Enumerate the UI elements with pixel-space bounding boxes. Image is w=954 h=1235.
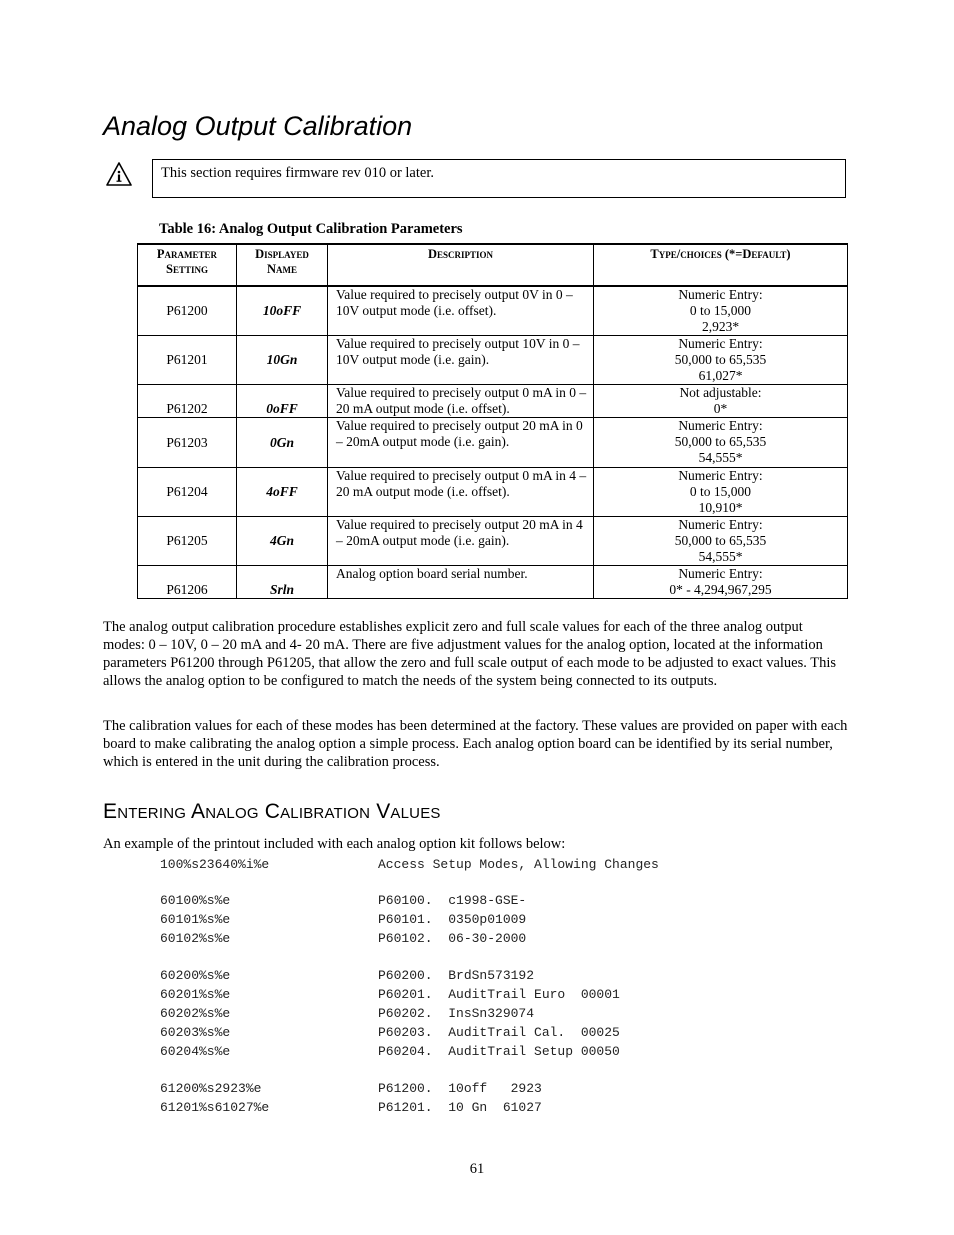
display-name-cell: 4oFF [237, 468, 328, 517]
param-cell: P61200 [138, 286, 237, 336]
printout-command: 61200%s2923%e [160, 1081, 262, 1096]
printout-command: 100%s23640%i%e [160, 857, 270, 872]
type-line: 0 to 15,000 [689, 484, 752, 499]
header-displayed-name [237, 244, 328, 286]
type-line: Numeric Entry: [678, 336, 763, 351]
printout-command: 60101%s%e [160, 912, 231, 927]
type-line: 50,000 to 65,535 [674, 352, 767, 367]
notice-text: This section requires firmware rev 010 or later. [161, 165, 434, 181]
param-value: P61206 [166, 582, 208, 597]
type-line: Numeric Entry: [678, 418, 763, 433]
param-cell: P61204 [138, 468, 237, 517]
type-line: Numeric Entry: [678, 566, 763, 581]
header-type-choices: Type/choices (*=Default) [594, 244, 848, 286]
printout-result: P60204. AuditTrail Setup 00050 [378, 1044, 620, 1059]
printout-command: 61201%s61027%e [160, 1100, 270, 1115]
param-cell: P61205 [138, 517, 237, 566]
type-line: 0 to 15,000 [689, 303, 752, 318]
printout-result: P60203. AuditTrail Cal. 00025 [378, 1025, 620, 1040]
type-cell [594, 566, 848, 599]
printout-result: P60101. 0350p01009 [378, 912, 527, 927]
header-description: Description [328, 244, 594, 286]
table-row [138, 385, 848, 418]
notice-box [152, 159, 846, 198]
display-name-cell [237, 385, 328, 418]
header-param-line2: Setting [166, 262, 208, 276]
table-row [138, 336, 848, 385]
table-row [138, 517, 848, 566]
type-line: 61,027* [698, 368, 743, 383]
type-line: Numeric Entry: [678, 468, 763, 483]
type-line: 0* [713, 401, 728, 416]
description-cell: Value required to precisely output 0V in 0 – 10V output mode (i.e. offset). [328, 286, 594, 336]
description-cell: Value required to precisely output 10V in 0 – 10V output mode (i.e. gain). [328, 336, 594, 385]
printout-command: 60200%s%e [160, 968, 231, 983]
type-line: Numeric Entry: [678, 517, 763, 532]
type-cell [594, 468, 848, 517]
type-line: 0* - 4,294,967,295 [669, 582, 772, 597]
printout-intro: An example of the printout included with each analog option kit follows below: [103, 836, 566, 852]
type-line: 2,923* [701, 319, 740, 334]
header-param-line1: Parameter [156, 247, 218, 261]
type-cell [594, 286, 848, 336]
warning-info-icon [106, 161, 132, 187]
printout-result: P61200. 10off 2923 [378, 1081, 542, 1096]
printout-result: P60200. BrdSn573192 [378, 968, 535, 983]
display-name-cell [237, 566, 328, 599]
param-cell [138, 385, 237, 418]
header-name-line1: Displayed [255, 247, 309, 261]
type-line: 50,000 to 65,535 [674, 434, 767, 449]
section-heading: Entering Analog Calibration Values [103, 800, 441, 823]
description-cell: Value required to precisely output 20 mA in 4 – 20mA output mode (i.e. gain). [328, 517, 594, 566]
printout-command: 60202%s%e [160, 1006, 231, 1021]
printout-result: P60202. InsSn329074 [378, 1006, 535, 1021]
printout-command: 60201%s%e [160, 987, 231, 1002]
display-name-value: 0oFF [266, 401, 298, 416]
printout-command: 60204%s%e [160, 1044, 231, 1059]
type-line: 10,910* [698, 500, 743, 515]
param-cell: P61203 [138, 418, 237, 468]
table-row [138, 286, 848, 336]
description-cell: Value required to precisely output 0 mA in 0 – 20 mA output mode (i.e. offset). [328, 385, 594, 418]
display-name-cell: 10oFF [237, 286, 328, 336]
page-number: 61 [469, 1161, 485, 1177]
description-cell: Value required to precisely output 20 mA in 0 – 20mA output mode (i.e. gain). [328, 418, 594, 468]
printout-command: 60203%s%e [160, 1025, 231, 1040]
table-row [138, 418, 848, 468]
printout-command: 60100%s%e [160, 893, 231, 908]
type-line: Numeric Entry: [678, 287, 763, 302]
calibration-parameters-table [137, 243, 848, 599]
type-line: Not adjustable: [679, 385, 762, 400]
type-line: 54,555* [698, 549, 743, 564]
type-cell [594, 385, 848, 418]
printout-result: P61201. 10 Gn 61027 [378, 1100, 542, 1115]
display-name-cell: 10Gn [237, 336, 328, 385]
table-row [138, 468, 848, 517]
printout-result: P60100. c1998-GSE- [378, 893, 527, 908]
printout-command: 60102%s%e [160, 931, 231, 946]
display-name-cell: 4Gn [237, 517, 328, 566]
type-line: 54,555* [698, 450, 743, 465]
display-name-value: Srln [269, 582, 295, 597]
printout-result: Access Setup Modes, Allowing Changes [378, 857, 659, 872]
description-cell: Value required to precisely output 0 mA in 4 – 20 mA output mode (i.e. offset). [328, 468, 594, 517]
header-name-line2: Name [266, 262, 298, 276]
type-line: 50,000 to 65,535 [674, 533, 767, 548]
table-caption: Table 16: Analog Output Calibration Parameters [159, 221, 463, 237]
printout-result: P60102. 06-30-2000 [378, 931, 527, 946]
table-header-row [138, 244, 848, 286]
page-title: Analog Output Calibration [103, 111, 413, 141]
param-value: P61202 [166, 401, 208, 416]
param-cell [138, 566, 237, 599]
printout-result: P60201. AuditTrail Euro 00001 [378, 987, 620, 1002]
type-cell [594, 418, 848, 468]
header-parameter-setting [138, 244, 237, 286]
description-cell: Analog option board serial number. [328, 566, 594, 599]
display-name-cell: 0Gn [237, 418, 328, 468]
body-paragraph-procedure: The analog output calibration procedure establishes explicit zero and full scale values for each of the three analog output modes: 0 – 10V, 0 – 20 mA and 4- 20 mA. There are five adjustment values for the analog option, located at the information parameters P61200 through P61205, that allow the zero and full scale output of each mode to be adjusted to exact values. This allows the analog option to be configured to match the needs of the system being connected to its outputs. [103, 619, 837, 689]
type-cell [594, 336, 848, 385]
table-row [138, 566, 848, 599]
param-cell: P61201 [138, 336, 237, 385]
body-paragraph-factory-values: The calibration values for each of these modes has been determined at the factory. These values are provided on paper with each board to make calibrating the analog option a simple process. Each analog option board can be identified by its serial number, which is entered in the unit during the calibration process. [103, 718, 848, 770]
type-cell [594, 517, 848, 566]
